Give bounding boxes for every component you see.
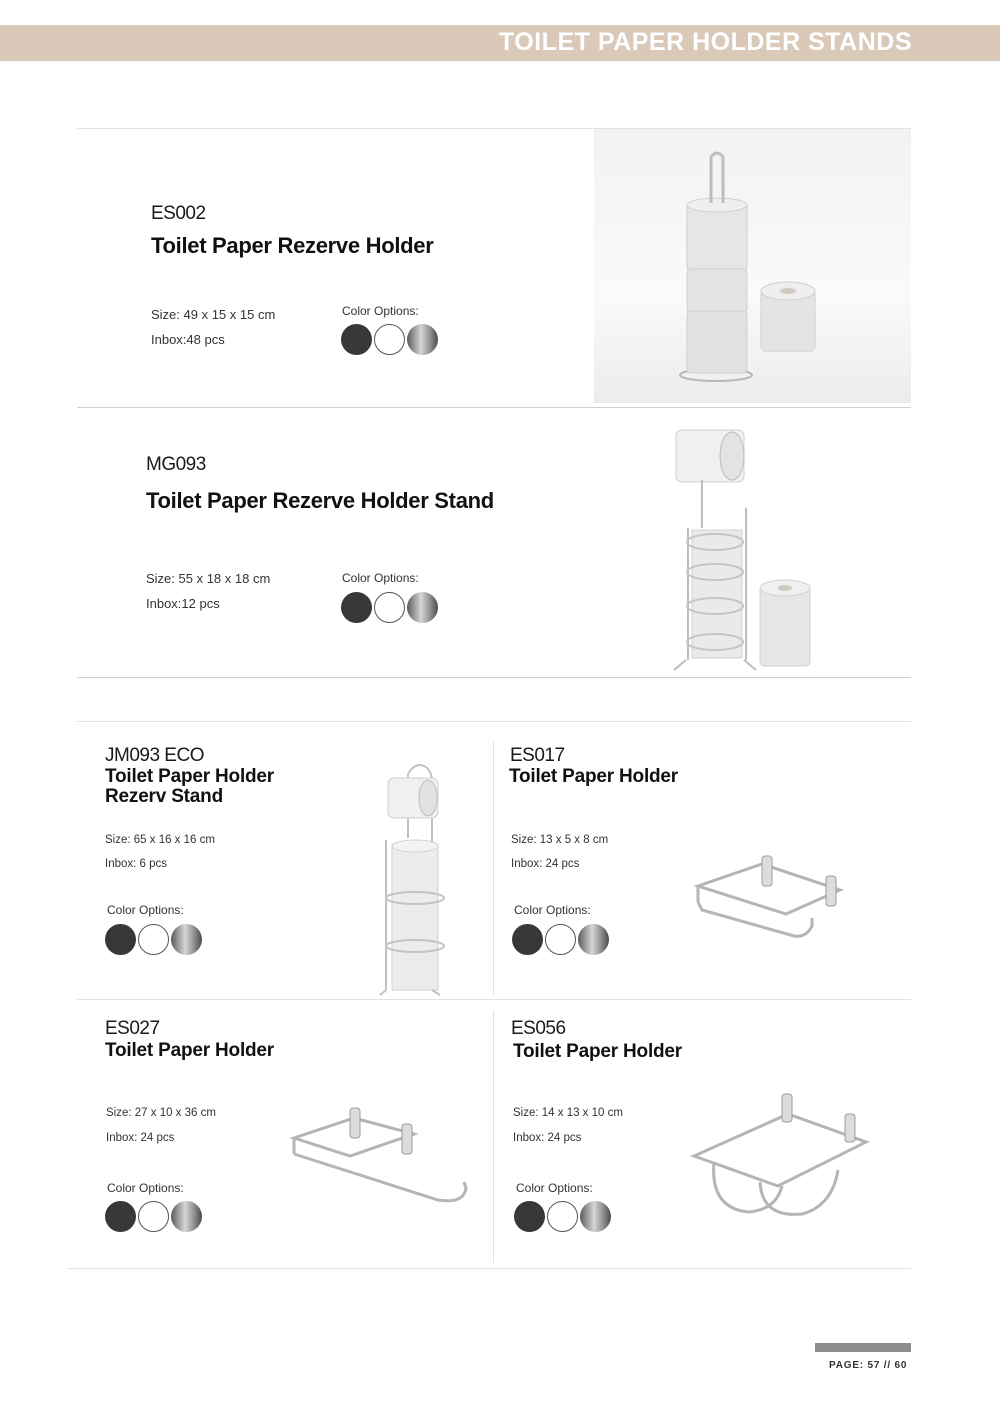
color-swatches (512, 924, 611, 955)
product-inbox: Inbox: 24 pcs (106, 1132, 175, 1144)
product-inbox: Inbox: 24 pcs (513, 1132, 582, 1144)
swatch-chrome (407, 592, 438, 623)
swatch-white (547, 1201, 578, 1232)
color-swatches (514, 1201, 613, 1232)
swatch-white (374, 324, 405, 355)
swatch-chrome (407, 324, 438, 355)
swatch-black (105, 1201, 136, 1232)
product-code: MG093 (146, 454, 206, 475)
column-divider (493, 1010, 494, 1263)
column-divider (493, 742, 494, 995)
product-name: Toilet Paper Holder (513, 1041, 682, 1062)
swatch-white (545, 924, 576, 955)
color-options-label: Color Options: (107, 903, 184, 917)
product-code: JM093 ECO (105, 745, 204, 766)
product-size: Size: 49 x 15 x 15 cm (151, 307, 276, 322)
product-size: Size: 14 x 13 x 10 cm (513, 1107, 623, 1119)
divider (77, 721, 911, 722)
swatch-black (514, 1201, 545, 1232)
product-inbox: Inbox: 6 pcs (105, 858, 168, 870)
page-title: TOILET PAPER HOLDER STANDS (498, 28, 912, 56)
color-options-label: Color Options: (107, 1181, 184, 1195)
divider (77, 407, 911, 408)
product-code: ES027 (105, 1018, 160, 1039)
product-inbox: Inbox:48 pcs (151, 332, 225, 347)
swatch-chrome (578, 924, 609, 955)
product-size: Size: 65 x 16 x 16 cm (105, 834, 215, 846)
product-image-es002 (594, 129, 911, 403)
swatch-black (341, 592, 372, 623)
swatch-white (374, 592, 405, 623)
divider (77, 999, 911, 1000)
product-image-es056 (690, 1090, 870, 1225)
swatch-black (105, 924, 136, 955)
swatch-chrome (171, 1201, 202, 1232)
color-swatches (105, 924, 204, 955)
color-options-label: Color Options: (514, 903, 591, 917)
color-options-label: Color Options: (342, 304, 419, 318)
color-options-label: Color Options: (342, 571, 419, 585)
swatch-chrome (580, 1201, 611, 1232)
product-code: ES056 (511, 1018, 566, 1039)
product-name-line2: Rezerv Stand (105, 786, 223, 807)
color-swatches (105, 1201, 204, 1232)
color-options-label: Color Options: (516, 1181, 593, 1195)
product-code: ES017 (510, 745, 565, 766)
swatch-white (138, 1201, 169, 1232)
color-swatches (341, 324, 440, 355)
product-name-line1: Toilet Paper Holder (105, 766, 274, 787)
product-code: ES002 (151, 203, 206, 224)
swatch-black (341, 324, 372, 355)
swatch-white (138, 924, 169, 955)
divider (77, 677, 911, 678)
product-name: Toilet Paper Holder (105, 1040, 274, 1061)
product-name: Toilet Paper Holder (509, 766, 678, 787)
product-name: Toilet Paper Rezerve Holder Stand (146, 488, 494, 513)
product-size: Size: 27 x 10 x 36 cm (106, 1107, 216, 1119)
product-inbox: Inbox:12 pcs (146, 596, 220, 611)
product-name: Toilet Paper Rezerve Holder (151, 233, 434, 258)
swatch-black (512, 924, 543, 955)
product-inbox: Inbox: 24 pcs (511, 858, 580, 870)
page-number: PAGE: 57 // 60 (829, 1360, 908, 1371)
product-image-jm093-eco (372, 758, 472, 996)
divider (68, 1268, 911, 1269)
footer-bar (815, 1343, 911, 1352)
product-image-es017 (690, 850, 850, 945)
color-swatches (341, 592, 440, 623)
product-size: Size: 55 x 18 x 18 cm (146, 571, 271, 586)
product-size: Size: 13 x 5 x 8 cm (511, 834, 609, 846)
product-image-es027 (288, 1104, 473, 1209)
product-image-mg093 (660, 420, 820, 672)
swatch-chrome (171, 924, 202, 955)
